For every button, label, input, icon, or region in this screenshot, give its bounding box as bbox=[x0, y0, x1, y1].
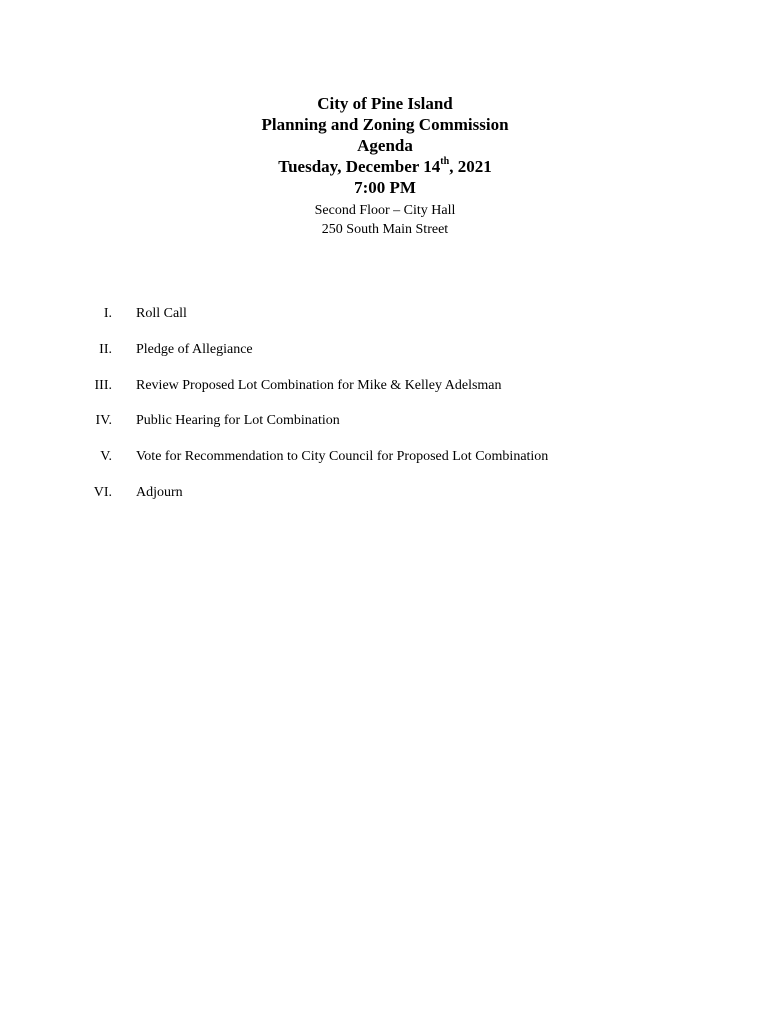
agenda-item-text: Pledge of Allegiance bbox=[136, 341, 253, 357]
document-title: Agenda bbox=[357, 136, 413, 155]
agenda-header bbox=[0, 93, 770, 239]
meeting-time: 7:00 PM bbox=[354, 178, 416, 197]
agenda-item-numeral: II. bbox=[99, 341, 112, 357]
commission-name: Planning and Zoning Commission bbox=[261, 115, 509, 134]
agenda-item-text: Adjourn bbox=[136, 484, 183, 500]
agenda-item bbox=[0, 377, 770, 413]
agenda-item-numeral: V. bbox=[100, 449, 112, 465]
meeting-date bbox=[0, 156, 770, 177]
agenda-item-numeral: VI. bbox=[93, 484, 112, 500]
agenda-item bbox=[0, 341, 770, 377]
agenda-item-text: Review Proposed Lot Combination for Mike & Kelley Adelsman bbox=[136, 377, 502, 393]
agenda-item bbox=[0, 484, 770, 520]
agenda-item bbox=[0, 305, 770, 341]
agenda-item-text: Roll Call bbox=[136, 306, 187, 321]
agenda-item-text: Public Hearing for Lot Combination bbox=[136, 413, 340, 429]
meeting-location: Second Floor – City Hall bbox=[314, 203, 456, 218]
meeting-address: 250 South Main Street bbox=[321, 222, 449, 237]
agenda-item-text: Vote for Recommendation to City Council for Proposed Lot Combination bbox=[136, 449, 549, 465]
agenda-item-numeral: IV. bbox=[95, 413, 112, 429]
agenda-item bbox=[0, 448, 770, 484]
city-name: City of Pine Island bbox=[317, 94, 453, 113]
meeting-date-year: , 2021 bbox=[449, 157, 492, 176]
agenda-item-numeral: I. bbox=[103, 306, 112, 321]
agenda-list bbox=[0, 305, 770, 520]
meeting-date-main: Tuesday, December 14 bbox=[278, 157, 441, 176]
agenda-item bbox=[0, 412, 770, 448]
meeting-date-ordinal: th bbox=[440, 156, 450, 168]
agenda-item-numeral: III. bbox=[94, 377, 112, 393]
